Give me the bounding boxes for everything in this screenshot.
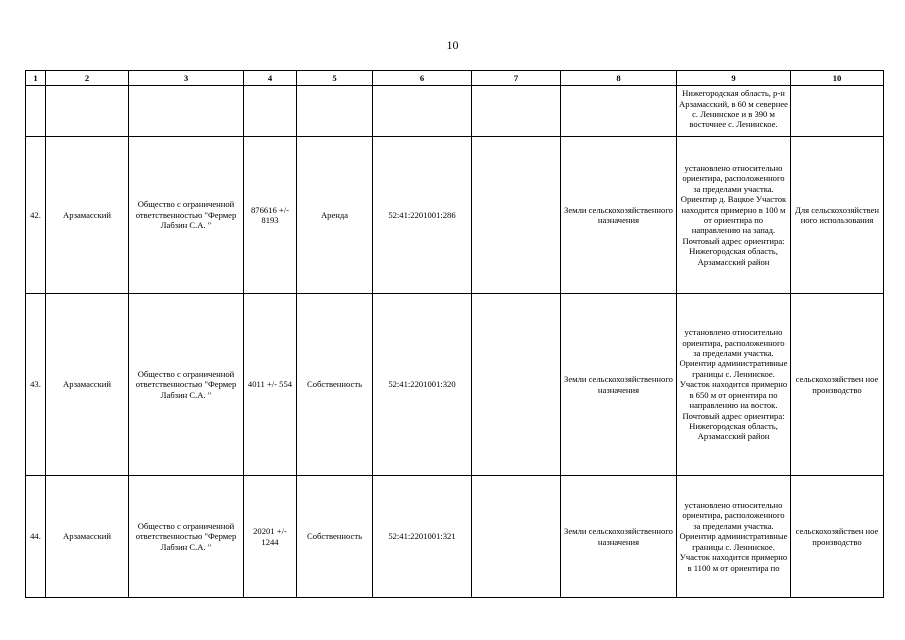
cadastral-number-cell: 52:41:2201001:286 <box>373 137 472 294</box>
land-category-cell <box>561 86 677 137</box>
land-category-cell: Земли сельскохозяйственного назначения <box>561 137 677 294</box>
table-row <box>26 476 884 598</box>
header-cell-4: 4 <box>244 71 297 86</box>
row-number: 44. <box>26 476 46 598</box>
header-cell-5: 5 <box>297 71 373 86</box>
permitted-use-cell: Для сельскохозяйствен ного использования <box>791 137 884 294</box>
location-cell <box>677 137 791 294</box>
column-7-cell <box>472 476 561 598</box>
header-cell-10: 10 <box>791 71 884 86</box>
district-cell: Арзамасский <box>46 137 129 294</box>
land-registry-table <box>25 70 884 598</box>
header-cell-8: 8 <box>561 71 677 86</box>
right-type-cell: Аренда <box>297 137 373 294</box>
table-row <box>26 294 884 476</box>
header-cell-1: 1 <box>26 71 46 86</box>
header-row <box>26 71 884 86</box>
location-cell <box>677 476 791 598</box>
owner-cell <box>129 86 244 137</box>
header-cell-6: 6 <box>373 71 472 86</box>
owner-cell: Общество с ограниченной ответственностью "Фермер Лабзин С.А. " <box>129 137 244 294</box>
right-type-cell: Собственность <box>297 294 373 476</box>
location-text: установлено относительно ориентира, расположенного за пределами участка. Ориентир административные границы с. Ленинское. Участок находится примерно в 1100 м от ориентира по <box>679 500 788 573</box>
row-number: 42. <box>26 137 46 294</box>
header-cell-7: 7 <box>472 71 561 86</box>
owner-cell: Общество с ограниченной ответственностью "Фермер Лабзин С.А. " <box>129 476 244 598</box>
permitted-use-cell: сельскохозяйствен ное производство <box>791 294 884 476</box>
cadastral-number-cell <box>373 86 472 137</box>
permitted-use-cell <box>791 86 884 137</box>
location-text: установлено относительно ориентира, расположенного за пределами участка. Ориентир административные границы с. Ленинское. Участок находится примерно в 650 м от ориентира по направлению на восток. Почтовый адрес ориентира: Нижегородская область, Арзамасский район <box>679 327 788 442</box>
right-type-cell <box>297 86 373 137</box>
header-cell-3: 3 <box>129 71 244 86</box>
header-cell-2: 2 <box>46 71 129 86</box>
right-type-cell: Собственность <box>297 476 373 598</box>
location-text: Нижегородская область, р-н Арзамасский, в 60 м севернее с. Ленинское и в 390 м восточнее с. Ленинское. <box>679 88 788 130</box>
column-7-cell <box>472 294 561 476</box>
district-cell <box>46 86 129 137</box>
land-category-cell: Земли сельскохозяйственного назначения <box>561 294 677 476</box>
area-cell: 876616 +/- 8193 <box>244 137 297 294</box>
district-cell: Арзамасский <box>46 294 129 476</box>
location-cell <box>677 86 791 137</box>
land-category-cell: Земли сельскохозяйственного назначения <box>561 476 677 598</box>
page-number: 10 <box>446 38 459 52</box>
area-cell: 4011 +/- 554 <box>244 294 297 476</box>
header-cell-9: 9 <box>677 71 791 86</box>
row-number: 43. <box>26 294 46 476</box>
area-cell: 20201 +/- 1244 <box>244 476 297 598</box>
table-row <box>26 137 884 294</box>
column-7-cell <box>472 137 561 294</box>
row-number <box>26 86 46 137</box>
cadastral-number-cell: 52:41:2201001:321 <box>373 476 472 598</box>
cadastral-number-cell: 52:41:2201001:320 <box>373 294 472 476</box>
location-cell <box>677 294 791 476</box>
table-row <box>26 86 884 137</box>
area-cell <box>244 86 297 137</box>
location-text: установлено относительно ориентира, расположенного за пределами участка. Ориентир д. Вацкое Участок находится примерно в 100 м от ориентира по направлению на запад. Почтовый адрес ориентира: Нижегородская область, Арзамасский район <box>680 162 787 267</box>
district-cell: Арзамасский <box>46 476 129 598</box>
owner-cell: Общество с ограниченной ответственностью "Фермер Лабзин С.А. " <box>129 294 244 476</box>
permitted-use-cell: сельскохозяйствен ное производство <box>791 476 884 598</box>
column-7-cell <box>472 86 561 137</box>
